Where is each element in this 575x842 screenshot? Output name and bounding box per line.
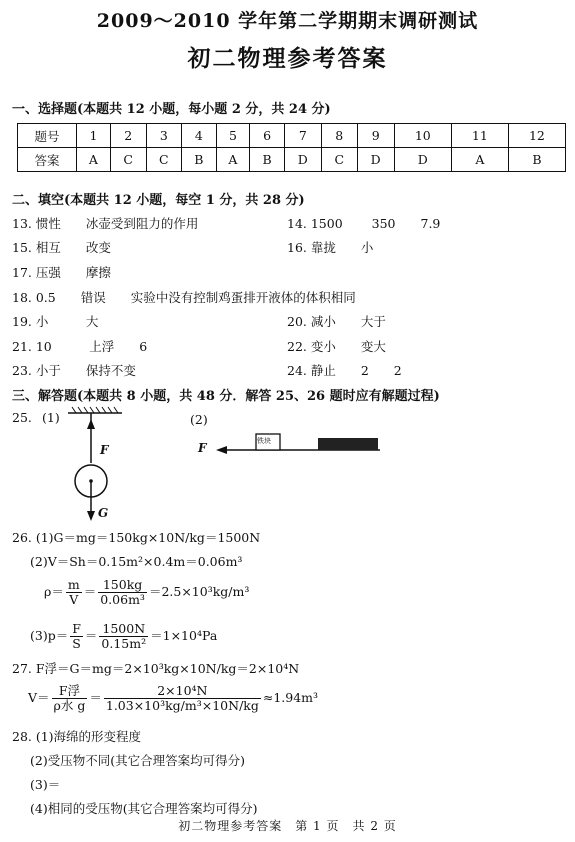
exam-title: 2009～2010 学年第二学期期末调研测试 (96, 10, 479, 32)
table-cell: 10 (394, 124, 451, 148)
fill-answer-line: 21. 10 上浮 6 (12, 339, 148, 354)
row-label-number: 题号 (18, 124, 77, 148)
table-cell: 12 (508, 124, 565, 148)
table-cell: C (321, 148, 357, 172)
q25-ball-diagram (60, 405, 130, 523)
row-label-answer: 答案 (18, 148, 77, 172)
fraction (66, 578, 82, 607)
formula-text: ≈1.94m³ (262, 690, 319, 705)
q28-line4: (4)相同的受压物(其它合理答案均可得分) (30, 801, 258, 816)
table-cell: 5 (216, 124, 250, 148)
table-cell: 9 (357, 124, 394, 148)
gravity-label-G: G (98, 506, 109, 520)
q28-line2: (2)受压物不同(其它合理答案均可得分) (30, 753, 245, 768)
denominator: 1.03×10³kg/m³×10N/kg (105, 698, 259, 713)
fraction (52, 684, 88, 713)
table-cell: D (357, 148, 394, 172)
table-cell: 7 (284, 124, 321, 148)
fill-answer-line: 20. 减小 大于 (287, 314, 386, 329)
table-cell: C (146, 148, 182, 172)
section1-heading: 一、选择题(本题共 12 小题，每小题 2 分，共 24 分) (12, 102, 331, 117)
table-cell: 2 (110, 124, 146, 148)
table-cell: 11 (451, 124, 508, 148)
numerator: m (67, 577, 80, 592)
fraction (99, 622, 148, 651)
q25-part1-label: (1) (42, 410, 60, 425)
q25-number: 25. (12, 410, 32, 425)
force-label-F: F (100, 443, 109, 457)
force-label-F2: F (198, 441, 207, 455)
answer-key-subtitle: 初二物理参考答案 (187, 45, 388, 72)
fill-answer-line: 15. 相互 改变 (12, 240, 111, 255)
fraction (98, 578, 147, 607)
fill-answer-line: 24. 静止 2 2 (287, 363, 402, 378)
fill-answer-line: 16. 靠拢 小 (287, 240, 374, 255)
numerator: 150kg (98, 578, 147, 593)
fill-answer-line: 13. 惯性 冰壶受到阻力的作用 (12, 216, 199, 231)
table-cell: C (110, 148, 146, 172)
fill-answer-line: 23. 小于 保持不变 (12, 363, 136, 378)
denominator: ρ水 g (53, 698, 86, 713)
table-cell: 1 (77, 124, 111, 148)
page-footer: 初二物理参考答案 第 1 页 共 2 页 (178, 819, 397, 833)
table-cell: 3 (146, 124, 182, 148)
section3-heading: 三、解答题(本题共 8 小题，共 48 分．解答 25、26 题时应有解题过程) (12, 389, 440, 404)
answer-table (17, 123, 566, 172)
fraction (70, 622, 83, 651)
iron-block-label: 铁块 (257, 437, 271, 445)
fill-answer-line: 19. 小 大 (12, 314, 99, 329)
q25-block-diagram (210, 426, 390, 460)
table-cell: D (284, 148, 321, 172)
fill-answer-line: 22. 变小 变大 (287, 339, 386, 354)
formula-text: (3)p＝ (30, 628, 69, 643)
q27-line1: 27. F浮＝G＝mg＝2×10³kg×10N/kg＝2×10⁴N (12, 661, 300, 676)
denominator: 0.06m³ (100, 592, 145, 607)
q26-density-formula (44, 578, 249, 607)
fill-answer-line: 14. 1500 350 7.9 (287, 216, 441, 231)
fill-answer-line: 18. 0.5 错误 实验中没有控制鸡蛋排开液体的体积相同 (12, 290, 356, 305)
formula-text: ＝ (84, 628, 98, 643)
numerator: 1500N (99, 622, 148, 637)
table-cell: D (394, 148, 451, 172)
table-cell: 4 (182, 124, 216, 148)
table-cell: B (250, 148, 284, 172)
formula-text: ＝2.5×10³kg/m³ (148, 584, 250, 599)
q27-volume-formula (28, 684, 318, 713)
fill-answer-line: 17. 压强 摩擦 (12, 265, 111, 280)
formula-text: ρ＝ (44, 584, 64, 599)
table-cell: A (77, 148, 111, 172)
q28-line3: (3)＝ (30, 777, 61, 792)
formula-text: ＝1×10⁴Pa (150, 628, 218, 643)
table-cell: B (182, 148, 216, 172)
formula-text: ＝ (83, 584, 97, 599)
q26-line2: (2)V＝Sh＝0.15m²×0.4m＝0.06m³ (30, 554, 243, 569)
section2-heading: 二、填空(本题共 12 小题，每空 1 分，共 28 分) (12, 193, 305, 208)
table-cell: B (508, 148, 565, 172)
q26-pressure-formula (30, 622, 217, 651)
q26-line1: 26. (1)G＝mg＝150kg×10N/kg＝1500N (12, 530, 261, 545)
denominator: S (72, 636, 81, 651)
table-row-numbers (18, 124, 566, 148)
fraction (104, 684, 261, 713)
table-cell: 6 (250, 124, 284, 148)
formula-text: ＝ (89, 690, 102, 705)
table-cell: A (451, 148, 508, 172)
q25-part2-label: (2) (190, 412, 208, 427)
numerator: F (72, 621, 81, 636)
formula-text: V＝ (28, 690, 50, 705)
numerator: F浮 (52, 684, 88, 699)
q28-line1: 28. (1)海绵的形变程度 (12, 729, 142, 744)
denominator: V (69, 592, 79, 607)
table-row-answers (18, 148, 566, 172)
denominator: 0.15m² (101, 636, 147, 651)
numerator: 2×10⁴N (104, 684, 261, 699)
table-cell: 8 (321, 124, 357, 148)
table-cell: A (216, 148, 250, 172)
